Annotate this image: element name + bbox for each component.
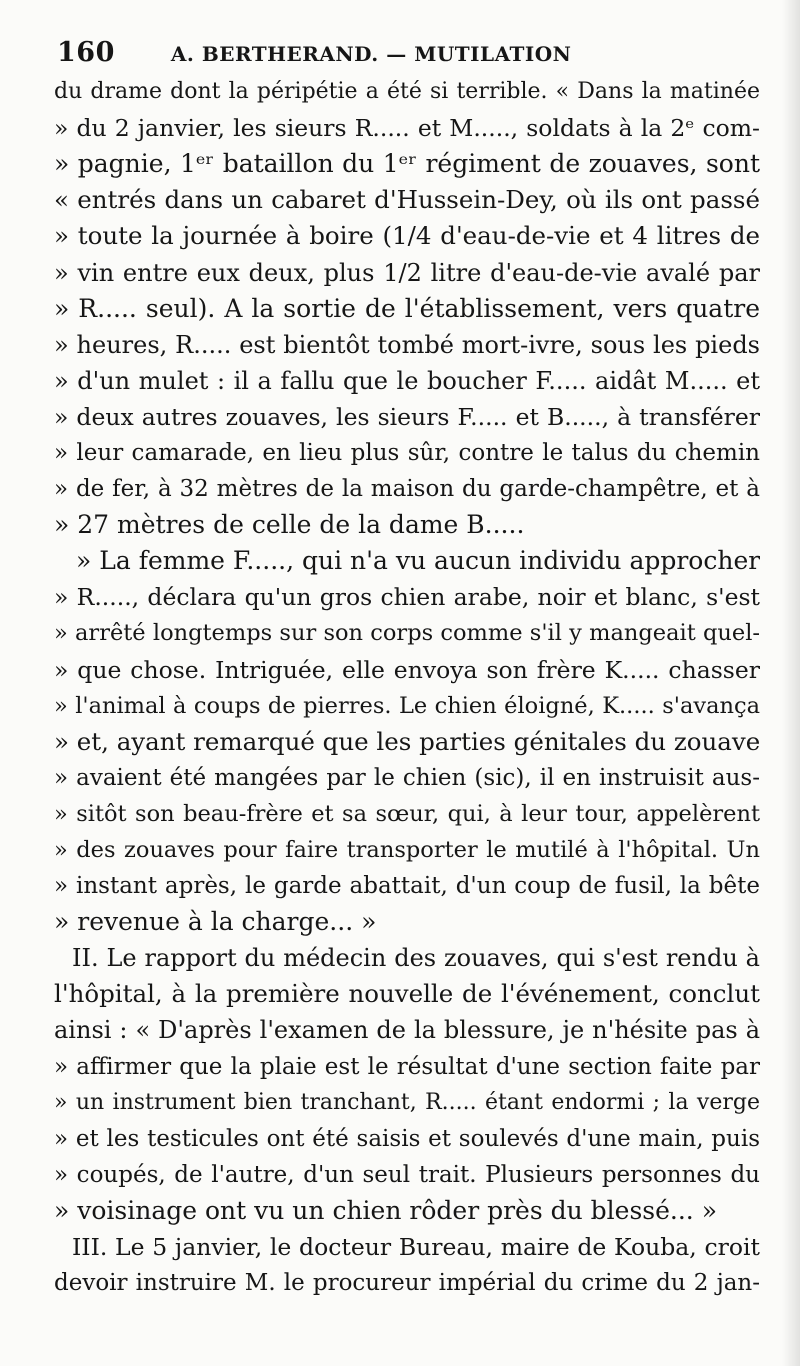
text-line: » instant après, le garde abattait, d'un coup de fusil, la bête	[54, 873, 760, 900]
text-line: devoir instruire M. le procureur impérial du crime du 2 jan-	[54, 1270, 760, 1297]
text-line: » l'animal à coups de pierres. Le chien éloigné, K..... s'avança	[54, 692, 760, 719]
text-line: » leur camarade, en lieu plus sûr, contre le talus du chemin	[54, 439, 760, 466]
text-line: » vin entre eux deux, plus 1/2 litre d'eau-de-vie avalé par	[54, 258, 760, 287]
text-line: l'hôpital, à la première nouvelle de l'événement, conclut	[54, 979, 760, 1009]
text-line: » deux autres zouaves, les sieurs F..... et B....., à transférer	[54, 402, 760, 431]
text-line: « entrés dans un cabaret d'Hussein-Dey, où ils ont passé	[54, 185, 760, 215]
text-line: » des zouaves pour faire transporter le mutilé à l'hôpital. Un	[54, 837, 760, 864]
text-line: » revenue à la charge... »	[54, 907, 377, 937]
text-line: II. Le rapport du médecin des zouaves, qui s'est rendu à	[72, 944, 760, 973]
page-edge-shadow	[782, 0, 800, 1366]
text-line: ainsi : « D'après l'examen de la blessure, je n'hésite pas à	[54, 1016, 760, 1045]
text-line: » R....., déclara qu'un gros chien arabe, noir et blanc, s'est	[54, 583, 760, 612]
text-line: » La femme F....., qui n'a vu aucun individu approcher	[76, 546, 760, 576]
page-number: 160	[57, 37, 115, 68]
text-line: » avaient été mangées par le chien (sic), il en instruisit aus-	[54, 764, 760, 791]
running-head: A. BERTHERAND. — MUTILATION	[170, 42, 572, 66]
text-line: » de fer, à 32 mètres de la maison du garde-champêtre, et à	[54, 476, 760, 503]
page-header	[57, 36, 757, 70]
text-line: » heures, R..... est bientôt tombé mort-ivre, sous les pieds	[54, 330, 760, 359]
text-line: » que chose. Intriguée, elle envoya son frère K..... chasser	[54, 655, 760, 684]
text-line: » et, ayant remarqué que les parties génitales du zouave	[54, 726, 760, 756]
text-line: » R..... seul). A la sortie de l'établissement, vers quatre	[54, 293, 760, 323]
text-line: » du 2 janvier, les sieurs R..... et M....., soldats à la 2ᵉ com-	[54, 114, 760, 143]
text-line: » pagnie, 1ᵉʳ bataillon du 1ᵉʳ régiment de zouaves, sont	[54, 149, 760, 179]
text-line: » coupés, de l'autre, d'un seul trait. Plusieurs personnes du	[54, 1161, 760, 1188]
text-line: » d'un mulet : il a fallu que le boucher F..... aidât M..... et	[54, 366, 760, 395]
text-line: » et les testicules ont été saisis et soulevés d'une main, puis	[54, 1125, 760, 1152]
text-line: » un instrument bien tranchant, R..... étant endormi ; la verge	[54, 1089, 760, 1115]
text-line: III. Le 5 janvier, le docteur Bureau, maire de Kouba, croit	[72, 1233, 760, 1262]
text-line: » affirmer que la plaie est le résultat d'une section faite par	[54, 1053, 760, 1080]
text-line: » toute la journée à boire (1/4 d'eau-de-vie et 4 litres de	[54, 221, 760, 251]
text-line: » sitôt son beau-frère et sa sœur, qui, à leur tour, appelèrent	[54, 800, 760, 827]
body-text	[54, 74, 760, 1301]
text-line: » arrêté longtemps sur son corps comme s'il y mangeait quel-	[54, 620, 760, 647]
text-line: du drame dont la péripétie a été si terrible. « Dans la matinée	[54, 79, 760, 105]
text-line: » 27 mètres de celle de la dame B.....	[54, 510, 525, 540]
text-line: » voisinage ont vu un chien rôder près du blessé... »	[54, 1195, 718, 1225]
